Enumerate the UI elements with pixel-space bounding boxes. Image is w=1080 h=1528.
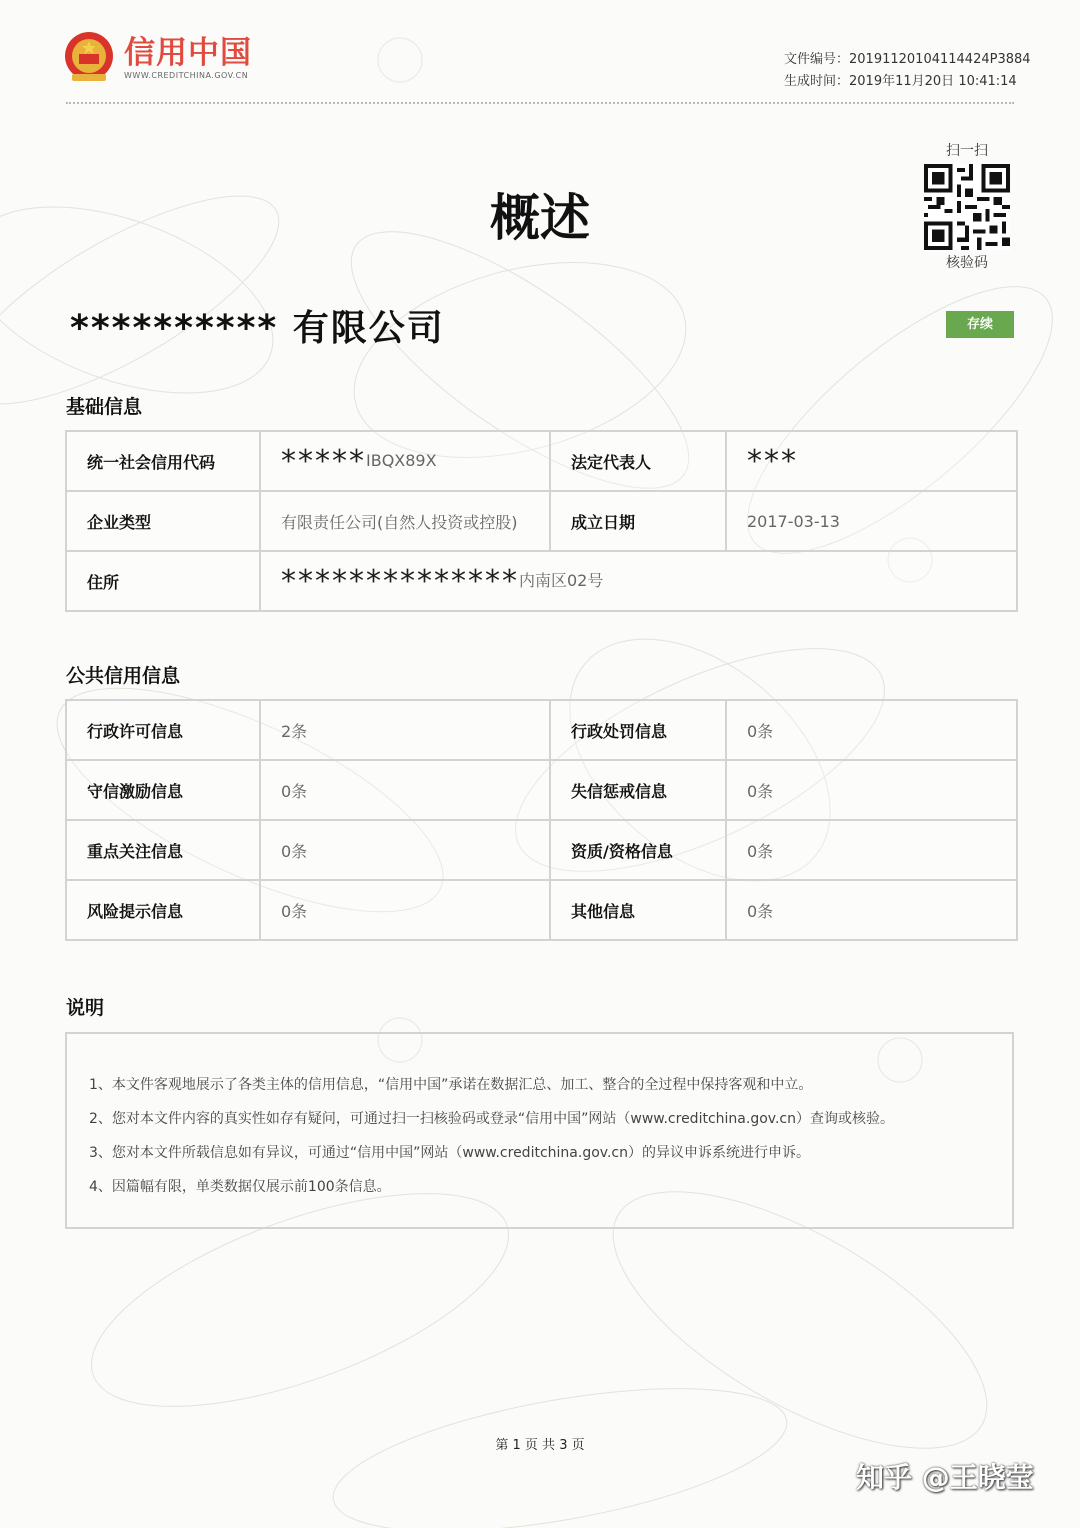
note-item: 3、您对本文件所载信息如有异议，可通过“信用中国”网站（www.creditchina.gov.cn）的异议申诉系统进行申诉。 (89, 1145, 810, 1161)
company-type-label: 企业类型 (66, 491, 260, 551)
generated-time-label: 生成时间： (784, 74, 850, 89)
file-number: 20191120104114424P3884 (849, 52, 1031, 67)
credit-item-count: 0条 (260, 820, 550, 880)
credit-item-label: 资质/资格信息 (550, 820, 726, 880)
brand-title: 信用中国 (124, 34, 252, 71)
creditchina-logo (62, 30, 252, 84)
qr-top-label: 扫一扫 (946, 143, 988, 159)
credit-item-label: 其他信息 (550, 880, 726, 940)
file-number-line (784, 49, 1031, 71)
brand-url: WWW.CREDITCHINA.GOV.CN (124, 70, 249, 80)
table-row (66, 491, 1017, 551)
table-row (66, 700, 1017, 760)
generated-time: 2019年11月20日 10:41:14 (849, 74, 1017, 89)
address-label: 住所 (66, 551, 260, 611)
legal-rep-mask: *** (747, 443, 798, 479)
company-type-value: 有限责任公司(自然人投资或控股) (260, 491, 550, 551)
credit-item-count: 0条 (726, 880, 1017, 940)
credit-item-count: 0条 (260, 760, 550, 820)
company-name (70, 300, 445, 351)
credit-item-label: 行政许可信息 (66, 700, 260, 760)
page-title: 概述 (490, 189, 590, 247)
credit-item-label: 风险提示信息 (66, 880, 260, 940)
page-number: 第 1 页 共 3 页 (495, 1438, 585, 1453)
table-row (66, 760, 1017, 820)
status-badge: 存续 (946, 311, 1014, 338)
credit-item-count: 0条 (726, 820, 1017, 880)
credit-item-count: 2条 (260, 700, 550, 760)
qr-bottom-label: 核验码 (946, 255, 988, 271)
credit-item-label: 行政处罚信息 (550, 700, 726, 760)
found-date-label: 成立日期 (550, 491, 726, 551)
file-number-label: 文件编号： (784, 52, 850, 67)
section-basic-info-title: 基础信息 (66, 396, 143, 418)
address-tail: 内南区02号 (519, 570, 604, 590)
credit-item-count: 0条 (726, 700, 1017, 760)
section-public-credit-title: 公共信用信息 (66, 665, 181, 687)
address-mask: ************** (281, 563, 519, 599)
header-divider (66, 102, 1014, 104)
section-notes-title: 说明 (66, 997, 105, 1019)
credit-item-count: 0条 (726, 760, 1017, 820)
credit-code-tail: ⅠBQX89X (366, 450, 437, 470)
company-name-mask: ********** (70, 308, 279, 349)
table-row (66, 431, 1017, 491)
legal-rep-label: 法定代表人 (550, 431, 726, 491)
basic-info-table (65, 430, 1018, 612)
note-item: 2、您对本文件内容的真实性如存有疑问，可通过扫一扫核验码或登录“信用中国”网站（www.creditchina.gov.cn）查询或核验。 (89, 1111, 894, 1127)
credit-item-count: 0条 (260, 880, 550, 940)
legal-rep-value (726, 431, 1017, 491)
note-item: 4、因篇幅有限，单类数据仅展示前100条信息。 (89, 1179, 391, 1195)
table-row (66, 820, 1017, 880)
found-date-value: 2017-03-13 (726, 491, 1017, 551)
table-row (66, 880, 1017, 940)
credit-item-label: 重点关注信息 (66, 820, 260, 880)
note-item: 1、本文件客观地展示了各类主体的信用信息，“信用中国”承诺在数据汇总、加工、整合的全过程中保持客观和中立。 (89, 1077, 813, 1093)
credit-item-label: 失信惩戒信息 (550, 760, 726, 820)
company-name-suffix: 有限公司 (278, 308, 445, 349)
credit-item-label: 守信激励信息 (66, 760, 260, 820)
notes-box (65, 1032, 1014, 1229)
public-credit-table (65, 699, 1018, 941)
address-value (260, 551, 1017, 611)
credit-code-label: 统一社会信用代码 (66, 431, 260, 491)
national-emblem-icon (62, 30, 116, 84)
document-meta (784, 49, 1031, 93)
credit-code-value (260, 431, 550, 491)
table-row (66, 551, 1017, 611)
zhihu-watermark: 知乎 @王晓莹 (856, 1461, 1034, 1494)
generated-time-line (784, 71, 1031, 93)
credit-code-mask: ***** (281, 443, 366, 479)
